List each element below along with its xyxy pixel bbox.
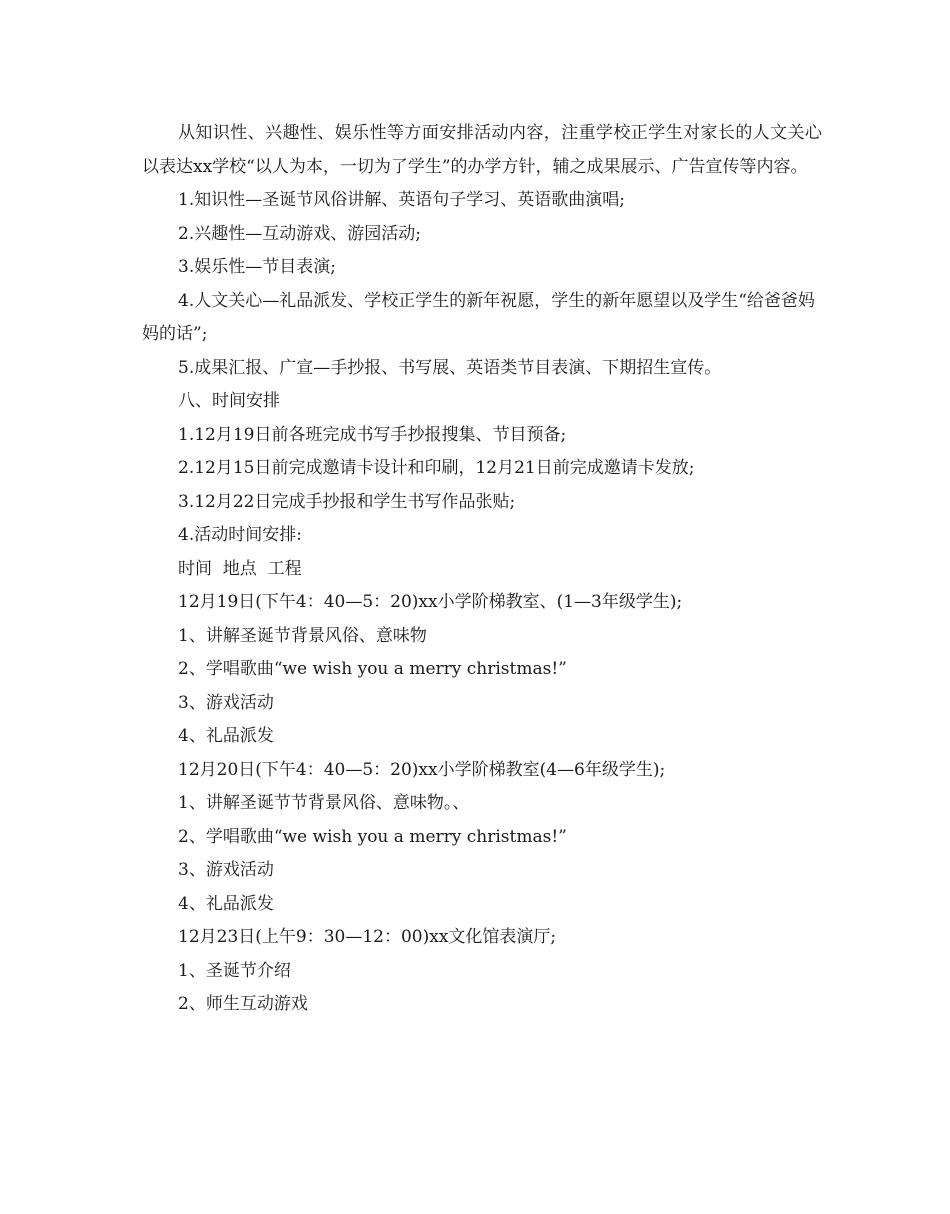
list-item: 5.成果汇报、广宣—手抄报、书写展、英语类节目表演、下期招生宣传。 [178,357,722,378]
schedule-line: 3、游戏活动 [178,860,274,880]
schedule-line: 2、学唱歌曲“we wish you a merry christmas!” [178,826,567,847]
schedule-line: 2、师生互动游戏 [178,994,308,1014]
schedule-line: 4、礼品派发 [178,893,274,914]
schedule-line: 1、讲解圣诞节背景风俗、意味物 [178,625,427,646]
section-heading: 八、时间安排 [178,391,280,411]
schedule-line: 4.活动时间安排: [178,525,302,545]
schedule-line: 1、讲解圣诞节节背景风俗、意味物。、 [178,793,470,813]
schedule-line: 12月20日(下午4：40—5：20)xx小学阶梯教室(4—6年级学生); [178,759,666,780]
list-item: 1.知识性—圣诞节风俗讲解、英语句子学习、英语歌曲演唱; [178,190,625,210]
document-body [142,117,822,1022]
schedule-line: 1.12月19日前各班完成书写手抄报搜集、节目预备; [178,424,567,445]
list-item: 2.兴趣性—互动游戏、游园活动; [178,223,421,244]
schedule-line: 2、学唱歌曲“we wish you a merry christmas!” [178,659,567,679]
schedule-line: 12月23日(上午9：30—12：00)xx文化馆表演厅; [178,927,557,947]
schedule-line: 12月19日(下午4：40—5：20)xx小学阶梯教室、(1—3年级学生); [178,592,683,612]
intro-paragraph: 从知识性、兴趣性、娱乐性等方面安排活动内容，注重学校正学生对家长的人文关心以表达xx学校“以人为本，一切为了学生”的办学方针，辅之成果展示、广告宣传等内容。 [142,123,822,177]
schedule-line: 3.12月22日完成手抄报和学生书写作品张贴; [178,491,516,512]
schedule-line: 1、圣诞节介绍 [178,960,291,981]
schedule-line: 4、礼品派发 [178,726,274,746]
schedule-table-header: 时间 地点 工程 [178,558,302,579]
list-item: 4.人文关心—礼品派发、学校正学生的新年祝愿，学生的新年愿望以及学生“给爸爸妈妈的话”; [142,290,815,344]
schedule-line: 2.12月15日前完成邀请卡设计和印刷，12月21日前完成邀请卡发放; [178,458,695,478]
schedule-line: 3、游戏活动 [178,692,274,713]
list-item: 3.娱乐性—节目表演; [178,257,336,277]
